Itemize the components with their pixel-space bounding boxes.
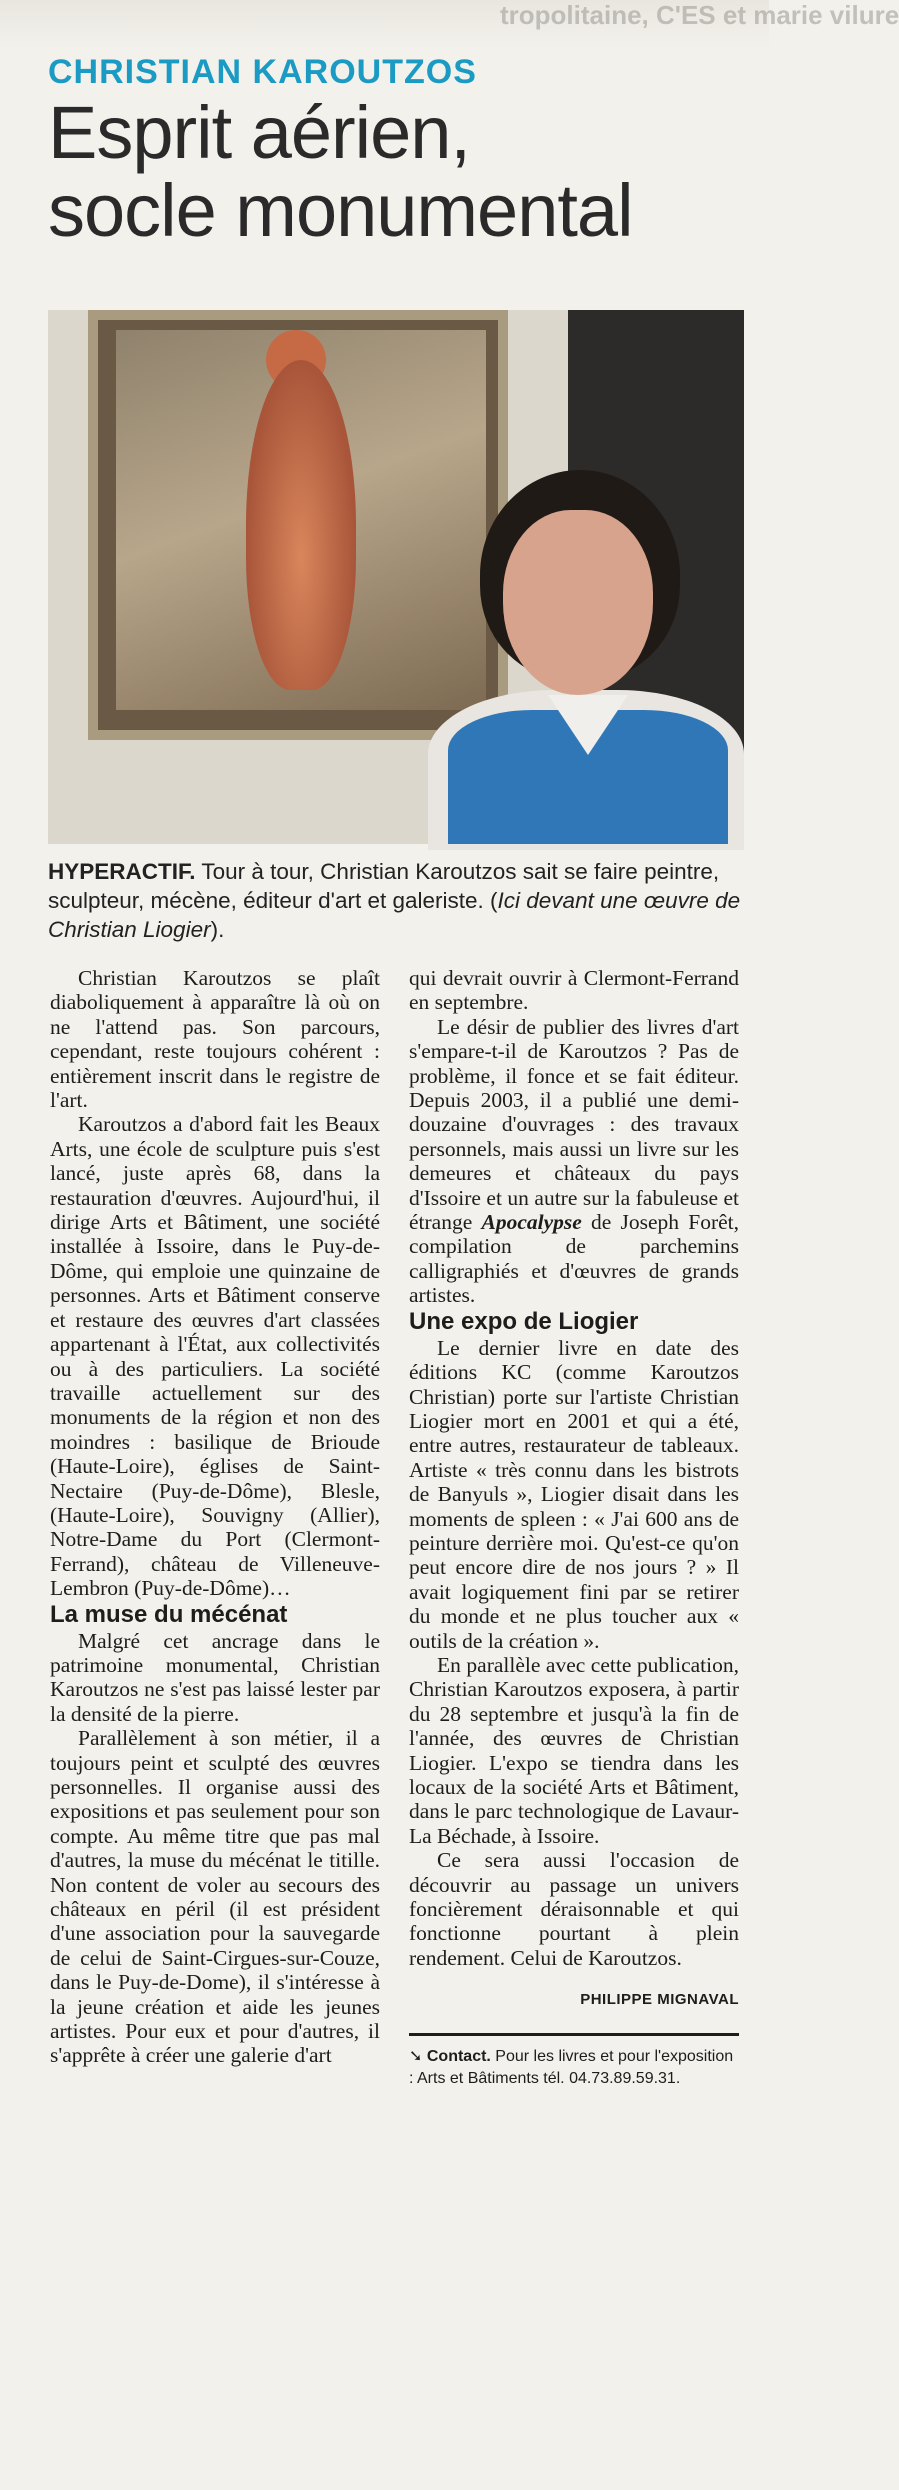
- paragraph-part: Le désir de publier des livres d'art s'empare-t-il de Karoutzos ? Pas de problème, il fonce et se fait éditeur. Depuis 2003, il a publié une demi-douzaine d'ouvrages : des travaux personnels, mais aussi un livre sur les demeures et châteaux du pays d'Issoire et un autre sur la fabuleuse et étrange: [409, 1014, 739, 1235]
- article-header: [48, 52, 744, 250]
- contact-label: Contact.: [426, 2047, 491, 2065]
- photo-caption: [48, 857, 744, 944]
- paragraph-part: de Joseph Forêt, compilation de parchemins calligraphiés et d'œuvres de grands artistes.: [409, 1210, 740, 1308]
- contact-text: Pour les livres et pour l'exposition : Arts et Bâtiments tél. 04.73.89.59.31.: [409, 2047, 734, 2087]
- kicker: CHRISTIAN KAROUTZOS: [48, 53, 477, 91]
- paragraph: En parallèle avec cette publication, Christian Karoutzos exposera, à partir du 28 septembre et jusqu'à la fin de l'année, des œuvres de Christian Liogier. L'expo se tiendra dans les locaux de la société Arts et Bâtiment, dans le parc technologique de Lavaur-La Béchade, à Issoire.: [409, 1652, 739, 1848]
- paragraph: Parallèlement à son métier, il a toujours peint et sculpté des œuvres personnelles. Il organise aussi des expositions et pas seulement pour son compte. Au même titre que pas mal d'autres, la muse du mécénat le titille. Non content de voler au secours des châteaux en péril (il est président d'une association pour la sauvegarde de celui de Saint-Cirgues-sur-Couze, dans le Puy-de-Dome), il s'intéresse à la jeune création et aide les jeunes artistes. Pour eux et pour d'autres, il s'apprête à créer une galerie d'art: [50, 1726, 380, 2068]
- contact-box: [409, 2046, 739, 2090]
- painted-figure-body: [246, 360, 356, 690]
- headline-line-2: socle monumental: [48, 169, 633, 252]
- paragraph: [409, 1015, 739, 1308]
- previous-article-clip: [0, 0, 899, 48]
- caption-end: ).: [210, 917, 225, 942]
- arrow-icon: ➘: [409, 2047, 423, 2065]
- subheading: Une expo de Liogier: [409, 1307, 639, 1335]
- caption-lead: HYPERACTIF.: [48, 859, 196, 884]
- paragraph: Christian Karoutzos se plaît diaboliquement à apparaître là où on ne l'attend pas. Son parcours, cependant, reste toujours cohérent : entièrement inscrit dans le registre de l'art.: [50, 966, 380, 1113]
- headline-line-1: Esprit aérien,: [48, 91, 470, 174]
- previous-article-fragment: tropolitaine, C'ES et marie vilure: [500, 0, 899, 30]
- painting-canvas: [116, 330, 486, 710]
- painting-frame: [88, 310, 508, 740]
- paragraph: Malgré cet ancrage dans le patrimoine monumental, Christian Karoutzos ne s'est pas laissé lester par la densité de la pierre.: [50, 1628, 380, 1726]
- byline: PHILIPPE MIGNAVAL: [580, 1991, 739, 2009]
- contact-rule: [409, 2033, 739, 2036]
- caption-text: Tour à tour, Christian Karoutzos sait se faire peintre, sculpteur, mécène, éditeur d'art et galeriste. (: [48, 859, 720, 913]
- headline: [48, 91, 744, 252]
- book-title: Apocalypse: [481, 1210, 582, 1235]
- subheading: La muse du mécénat: [50, 1600, 288, 1628]
- caption-italic: Ici devant une œuvre de Christian Liogier: [48, 888, 741, 942]
- article-column-1: [50, 966, 380, 2068]
- paragraph: Le dernier livre en date des éditions KC (comme Karoutzos Christian) porte sur l'artiste Christian Liogier mort en 2001 et qui a été, entre autres, restaurateur de tableaux. Artiste « très connu dans les bistrots de Banyuls », Liogier disait dans les moments de spleen : « J'ai 600 ans de peinture derrière moi. Qu'est-ce qu'on peut encore dire de nos jours ? » Il avait logiquement fini par se retirer du monde et ne plus toucher aux « outils de la création ».: [409, 1335, 739, 1653]
- article-photo: [48, 310, 744, 844]
- article-column-2: [409, 966, 739, 2090]
- man-face: [503, 510, 653, 695]
- paragraph: Ce sera aussi l'occasion de découvrir au passage un univers foncièrement déraisonnable et qui fonctionne pourtant à plein rendement. Celui de Karoutzos.: [409, 1848, 739, 1970]
- paragraph: Karoutzos a d'abord fait les Beaux Arts, une école de sculpture puis s'est lancé, juste après 68, dans la restauration d'œuvres. Aujourd'hui, il dirige Arts et Bâtiment, une société installée à Issoire, dans le Puy-de-Dôme, qui emploie une quinzaine de personnes. Arts et Bâtiment conserve et restaure des œuvres d'art classées appartenant à l'État, aux collectivités ou à des particuliers. La société travaille actuellement sur des monuments de la région et non des moindres : basilique de Brioude (Haute-Loire), églises de Saint-Nectaire (Puy-de-Dôme), Blesle, (Haute-Loire), Souvigny (Allier), Notre-Dame du Port (Clermont-Ferrand), château de Villeneuve-Lembron (Puy-de-Dôme)…: [50, 1112, 380, 1601]
- paragraph: qui devrait ouvrir à Clermont-Ferrand en septembre.: [409, 966, 739, 1015]
